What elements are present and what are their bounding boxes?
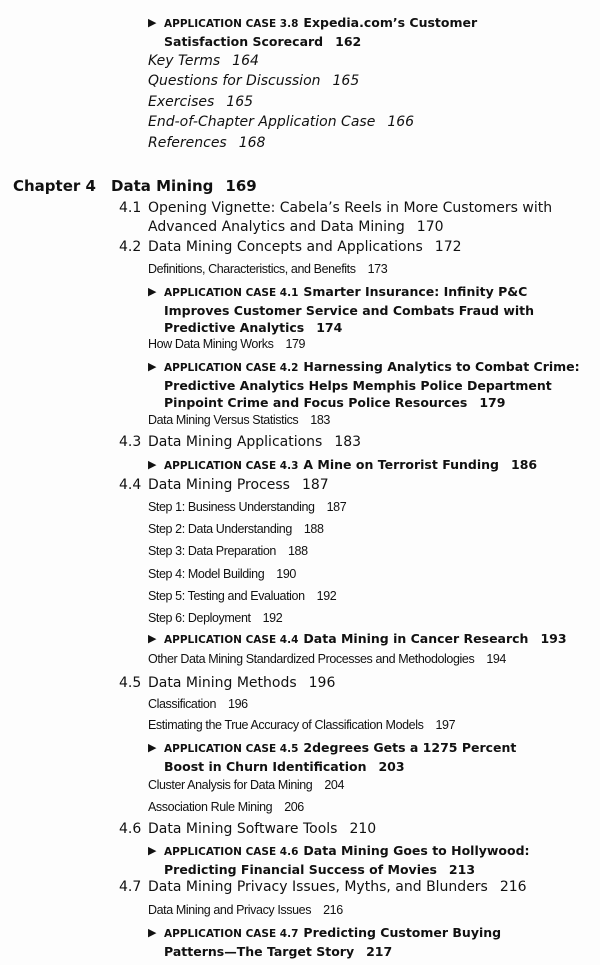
section-number: 4.3: [119, 434, 142, 450]
case-title: Expedia.com’s Customer Satisfaction Scorecard: [164, 15, 478, 49]
entry-title: Data Mining Versus Statistics: [148, 413, 299, 427]
case-label: APPLICATION CASE 4.1: [164, 287, 299, 299]
triangle-right-icon: ▶: [148, 926, 157, 939]
section-4-6[interactable]: [119, 821, 376, 837]
page-number: 196: [308, 675, 336, 691]
case-title: Smarter Insurance: Infinity P&C Improves Customer Service and Combats Fraud with Predictive Analytics: [164, 284, 535, 335]
subsection-step-3[interactable]: [148, 544, 308, 558]
case-label: APPLICATION CASE 4.2: [164, 362, 299, 374]
subsection-other-processes[interactable]: [148, 652, 506, 666]
entry-title: How Data Mining Works: [148, 337, 274, 351]
entry-title: Step 3: Data Preparation: [148, 544, 276, 558]
application-case-4-3[interactable]: [148, 456, 588, 475]
subsection-step-5[interactable]: [148, 589, 336, 603]
triangle-right-icon: ▶: [148, 844, 157, 857]
page-number: 173: [367, 262, 388, 276]
entry-title: Other Data Mining Standardized Processes and Methodologies: [148, 652, 475, 666]
subsection-classification[interactable]: [148, 697, 248, 711]
section-title: Data Mining Process: [148, 477, 290, 493]
page-number: 168: [238, 135, 266, 151]
section-title: Data Mining Privacy Issues, Myths, and Blunders: [148, 879, 488, 895]
page-number: 213: [448, 862, 476, 877]
triangle-right-icon: ▶: [148, 16, 157, 29]
entry-title: References: [148, 135, 227, 151]
entry-title: Estimating the True Accuracy of Classification Models: [148, 718, 424, 732]
entry-title: Exercises: [148, 94, 215, 110]
entry-title: Step 5: Testing and Evaluation: [148, 589, 305, 603]
page-number: 166: [387, 114, 415, 130]
section-4-7[interactable]: [119, 879, 527, 895]
entry-title: Data Mining and Privacy Issues: [148, 903, 312, 917]
page-number: 194: [486, 652, 506, 666]
page-number: 164: [232, 53, 259, 69]
page-number: 216: [323, 903, 343, 917]
case-label: APPLICATION CASE 4.7: [164, 928, 299, 940]
application-case-4-5[interactable]: [148, 739, 558, 775]
page-number: 179: [479, 395, 506, 410]
page-number: 174: [316, 320, 343, 335]
subsection-step-6[interactable]: [148, 611, 282, 625]
section-title: Data Mining Methods: [148, 675, 297, 691]
application-case-4-1[interactable]: [148, 283, 568, 336]
case-title: Data Mining Goes to Hollywood: Predicting Financial Success of Movies: [164, 843, 530, 877]
case-title: Data Mining in Cancer Research: [303, 631, 529, 646]
page-number: 203: [378, 759, 405, 774]
chapter-label: Chapter 4: [13, 177, 96, 195]
page-number: 192: [262, 611, 283, 625]
triangle-right-icon: ▶: [148, 741, 157, 754]
page-number: 204: [324, 778, 345, 792]
case-label: APPLICATION CASE 4.3: [164, 460, 299, 472]
toc-end-case[interactable]: [148, 114, 414, 130]
section-4-5[interactable]: [119, 675, 335, 691]
page-number: 162: [335, 34, 362, 49]
page-number: 193: [540, 631, 567, 646]
subsection-cluster-analysis[interactable]: [148, 778, 344, 792]
case-label: APPLICATION CASE 4.5: [164, 743, 299, 755]
section-number: 4.1: [119, 200, 142, 216]
case-title: Harnessing Analytics to Combat Crime: Predictive Analytics Helps Memphis Police Department Pinpoint Crime and Focus Police Resources: [164, 359, 580, 410]
subsection-privacy-issues[interactable]: [148, 903, 343, 917]
page-number: 183: [334, 434, 362, 450]
entry-title: Cluster Analysis for Data Mining: [148, 778, 313, 792]
subsection-step-1[interactable]: [148, 500, 346, 514]
section-number: 4.6: [119, 821, 142, 837]
application-case-3-8[interactable]: [148, 14, 548, 50]
toc-exercises[interactable]: [148, 94, 253, 110]
entry-title: End-of-Chapter Application Case: [148, 114, 376, 130]
page-number: 216: [499, 879, 527, 895]
page-number: 187: [326, 500, 347, 514]
section-title: Data Mining Applications: [148, 434, 323, 450]
page-number: 169: [225, 177, 257, 195]
section-number: 4.7: [119, 879, 142, 895]
section-title: Data Mining Concepts and Applications: [148, 239, 423, 255]
triangle-right-icon: ▶: [148, 458, 157, 471]
page-number: 187: [301, 477, 329, 493]
page-number: 172: [434, 239, 462, 255]
application-case-4-2[interactable]: [148, 358, 593, 411]
subsection-estimating-accuracy[interactable]: [148, 718, 455, 732]
chapter-title: Data Mining: [111, 177, 214, 195]
section-number: 4.2: [119, 239, 142, 255]
case-title: Predicting Customer Buying Patterns—The Target Story: [164, 925, 502, 959]
case-label: APPLICATION CASE 3.8: [164, 18, 299, 30]
page-number: 192: [316, 589, 337, 603]
section-4-4[interactable]: [119, 477, 329, 493]
entry-title: Step 1: Business Understanding: [148, 500, 315, 514]
page-number: 165: [332, 73, 360, 89]
toc-questions[interactable]: [148, 73, 359, 89]
page-number: 165: [226, 94, 254, 110]
page-number: 188: [303, 522, 324, 536]
application-case-4-7[interactable]: [148, 924, 558, 960]
page-number: 183: [310, 413, 330, 427]
entry-title: Questions for Discussion: [148, 73, 321, 89]
subsection-dm-vs-statistics[interactable]: [148, 413, 330, 427]
application-case-4-6[interactable]: [148, 842, 593, 878]
entry-title: Key Terms: [148, 53, 221, 69]
subsection-definitions[interactable]: [148, 262, 387, 276]
entry-title: Classification: [148, 697, 217, 711]
subsection-step-4[interactable]: [148, 567, 296, 581]
case-title: A Mine on Terrorist Funding: [303, 457, 499, 472]
triangle-right-icon: ▶: [148, 632, 157, 645]
page-number: 186: [511, 457, 538, 472]
subsection-step-2[interactable]: [148, 522, 324, 536]
page-number: 196: [228, 697, 248, 711]
page-number: 179: [285, 337, 306, 351]
case-label: APPLICATION CASE 4.4: [164, 634, 299, 646]
subsection-how-dm-works[interactable]: [148, 337, 305, 351]
application-case-4-4[interactable]: [148, 630, 588, 649]
page-number: 188: [288, 544, 308, 558]
entry-title: Step 6: Deployment: [148, 611, 251, 625]
section-4-3[interactable]: [119, 434, 361, 450]
case-label: APPLICATION CASE 4.6: [164, 846, 299, 858]
section-title: Opening Vignette: Cabela’s Reels in More Customers with: [148, 200, 553, 216]
section-title-cont: Advanced Analytics and Data Mining: [148, 219, 405, 235]
toc-references[interactable]: [148, 135, 265, 151]
triangle-right-icon: ▶: [148, 360, 157, 373]
entry-title: Step 2: Data Understanding: [148, 522, 292, 536]
toc-key-terms[interactable]: [148, 53, 259, 69]
subsection-association-rules[interactable]: [148, 800, 304, 814]
triangle-right-icon: ▶: [148, 285, 157, 298]
page-number: 206: [284, 800, 304, 814]
entry-title: Step 4: Model Building: [148, 567, 265, 581]
entry-title: Definitions, Characteristics, and Benefits: [148, 262, 356, 276]
section-4-1[interactable]: [119, 199, 552, 237]
page-number: 210: [349, 821, 377, 837]
chapter-heading[interactable]: [13, 177, 313, 195]
entry-title: Association Rule Mining: [148, 800, 273, 814]
case-title: 2degrees Gets a 1275 Percent Boost in Churn Identification: [164, 740, 517, 774]
section-number: 4.5: [119, 675, 142, 691]
page-number: 197: [435, 718, 456, 732]
page-number: 170: [416, 219, 444, 235]
page-number: 217: [366, 944, 393, 959]
section-title: Data Mining Software Tools: [148, 821, 338, 837]
section-4-2[interactable]: [119, 239, 462, 255]
page-number: 190: [276, 567, 296, 581]
section-number: 4.4: [119, 477, 142, 493]
